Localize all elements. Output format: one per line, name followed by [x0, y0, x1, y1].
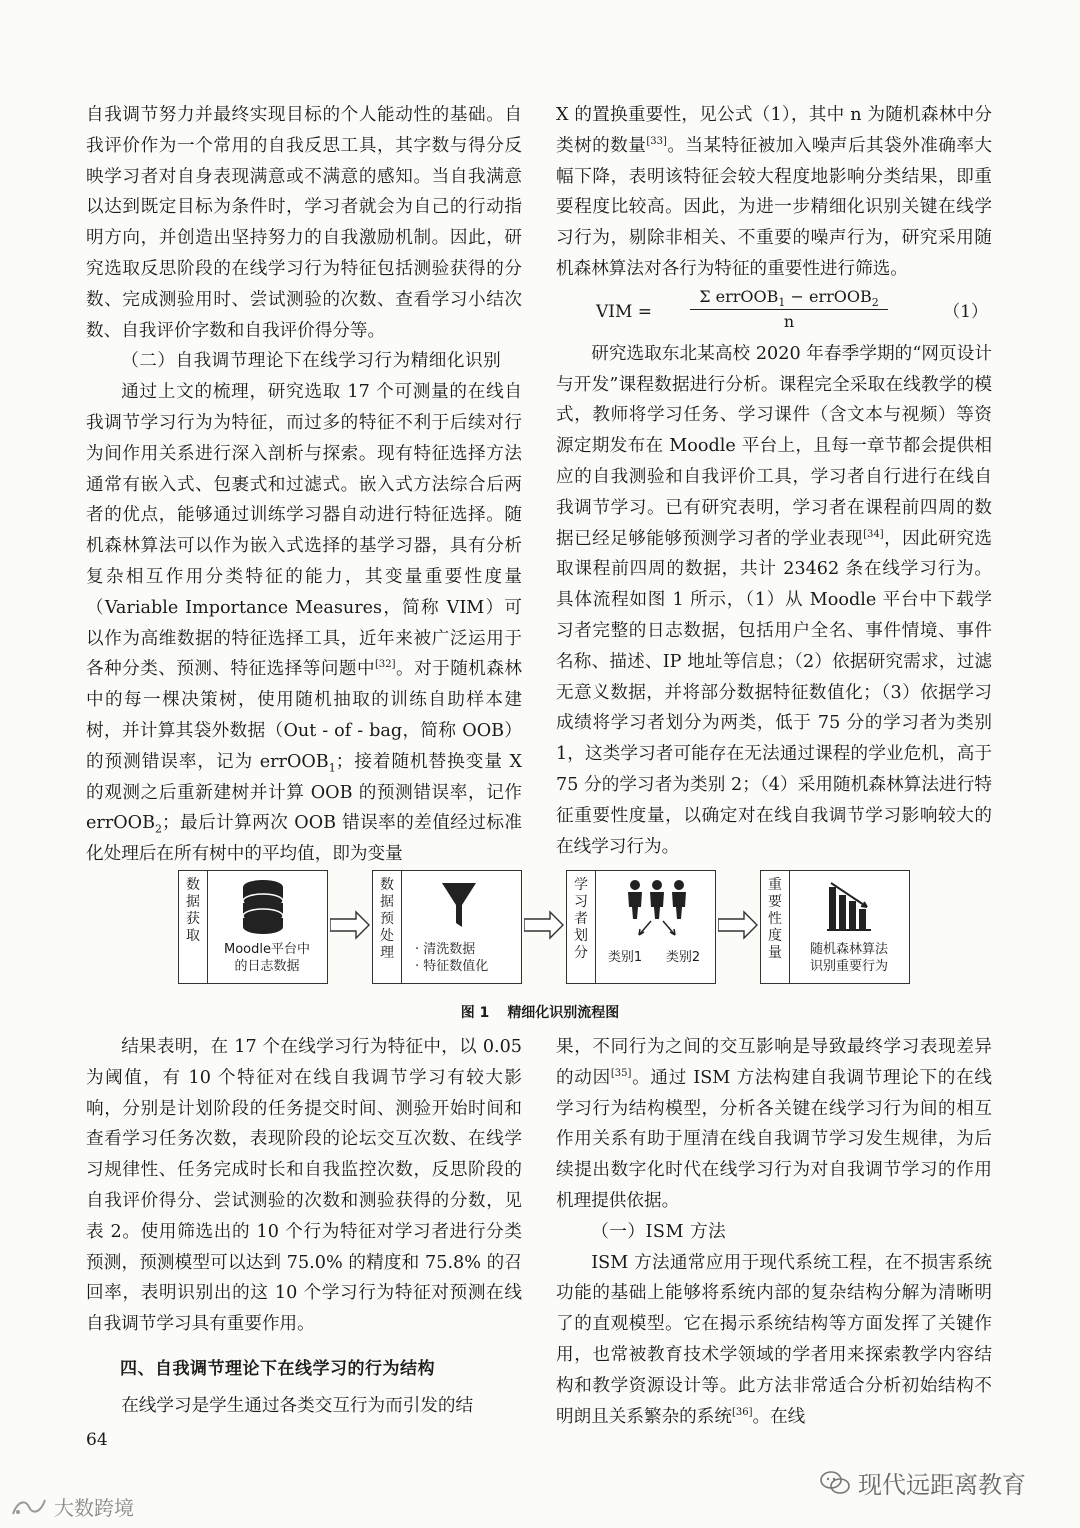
citation: [36]: [731, 1406, 753, 1418]
step-label: 学习者划分: [574, 877, 588, 961]
text-run: X 的置换重要性，见公式（1），其中 n 为随机森林中分类树的数量: [556, 105, 992, 156]
text-run: 通过上文的梳理，研究选取 17 个可测量的在线自我调节学习行为为特征，而过多的特征不利于后续对行为间作用关系进行深入剖析与探索。现有特征选择方法通常有嵌入式、包裹式和过滤式。嵌入式方法综合后两者的优点，能够通过训练学习器自动进行特征选择。随机森林算法可以作为嵌入式选择的基学习器，具有分析复杂相互作用分类特征的能力，其变量重要性度量（Variable Importance Measures，简称 VIM）可以作为高维数据的特征选择工具，近年来被广泛运用于各种分类、预测、特征选择等问题中: [86, 382, 522, 680]
text-run: ，因此研究选取课程前四周的数据，共计 23462 条在线学习行为。具体流程如图 1 所示，（1）从 Moodle 平台中下载学习者完整的日志数据，包括用户全名、事件情境、事件名称、描述、IP 地址等信息；（2）依据研究需求，过滤无意义数据，并将部分数据特征数值化；（3）依据学习成绩将学习者划分为两类，低于 75 分的学习者为类别 1，这类学习者可能存在无法通过课程的学业危机，高于 75 分的学习者为类别 2；（4）采用随机森林算法进行特征重要性度量，以确定对在线自我调节学习影响较大的在线学习行为。: [556, 528, 992, 857]
flow-step-learner-classification: [566, 870, 716, 984]
formula-denominator: n: [783, 311, 795, 331]
bar-chart-icon: [825, 879, 875, 933]
wechat-watermark: [820, 1465, 1026, 1500]
formula-fraction: [684, 285, 894, 334]
equation-number: （1）: [943, 301, 988, 322]
citation: [35]: [610, 1067, 632, 1079]
section-heading: （二）自我调节理论下在线学习行为精细化识别: [121, 351, 502, 372]
text-run: 。在线: [752, 1406, 806, 1427]
arrow-right-icon: [330, 910, 370, 940]
right-column-bottom: [556, 1032, 992, 1432]
caption-line: Moodle平台中: [224, 942, 310, 957]
formula-numerator: [684, 285, 894, 309]
flow-step-importance-measure: [760, 870, 910, 984]
citation: [34]: [863, 528, 884, 540]
caption-line: 的日志数据: [234, 959, 300, 974]
text-run: ISM 方法通常应用于现代系统工程，在不损害系统功能的基础上能够将系统内部的复杂结构分解为清晰明了的直观模型。它在揭示系统结构等方面发挥了关键作用，也常被教育技术学领域的学者用来探索教学内容结构和教学资源设计等。此方法非常适合分析初始结构不明朗且关系繁杂的系统: [556, 1252, 992, 1427]
arrow-right-icon: [524, 910, 564, 940]
class-1-label: 类别1: [607, 950, 643, 965]
step-label: 数据预处理: [380, 877, 394, 961]
database-icon: [241, 879, 285, 935]
right-column-top: [556, 100, 992, 862]
caption-line: · 清洗数据: [415, 942, 476, 957]
people-group-icon: [621, 879, 693, 939]
citation: [32]: [375, 659, 396, 671]
text-run: 。对于随机森林中的每一棵决策树，使用随机抽取的训练自助样本建树，并计算其袋外数据（Out - of - bag，简称 OOB）的预测错误率，记为 errOOB: [86, 659, 522, 772]
paragraph: 在线学习是学生通过各类交互行为而引发的结: [121, 1395, 474, 1416]
subscript: 1: [778, 295, 786, 309]
figure-number: 图 1: [460, 1005, 490, 1021]
text-run: 果，不同行为之间的交互影响是导致最终学习表现差异的动因: [556, 1037, 992, 1088]
paragraph: 自我调节努力并最终实现目标的个人能动性的基础。自我评价作为一个常用的自我反思工具，其字数与得分反映学习者对自身表现满意或不满意的感知。当自我满意以达到既定目标为条件时，学习者就会为自己的行动指明方向，并创造出坚持努力的自我激励机制。因此，研究选取反思阶段的在线学习行为特征包括测验获得的分数、完成测验用时、尝试测验的次数、查看学习小结次数、自我评价字数和自我评价得分等。: [86, 105, 522, 341]
caption-line: 随机森林算法: [809, 942, 888, 957]
figure-caption: [0, 1002, 1080, 1022]
arrow-right-icon: [718, 910, 758, 940]
step-caption: [791, 941, 907, 975]
wechat-account-name: 现代远距离教育: [858, 1471, 1026, 1499]
figure-title: 精细化识别流程图: [507, 1005, 620, 1021]
brand-logo-icon: [10, 1496, 48, 1518]
step-label: 数据获取: [186, 877, 200, 944]
divider: [207, 871, 208, 983]
text-run: 研究选取东北某高校 2020 年春季学期的“网页设计与开发”课程数据进行分析。课程完全采取在线教学的模式，教师将学习任务、学习课件（含文本与视频）等资源定期发布在 Moodle 平台上，且每一章节都会提供相应的自我测验和自我评价工具，学习者自行进行在线自我调节学习。已有研究表明，学习者在课程前四周的数据已经足够能够预测学习者的学业表现: [556, 343, 992, 549]
brand-watermark: [10, 1492, 134, 1521]
class-2-label: 类别2: [665, 950, 701, 965]
text-run: ；最后计算两次 OOB 错误率的差值经过标准化处理后在所有树中的平均值，即为变量: [86, 813, 522, 865]
text-run: ；接着随机替换变量 X 的观测之后重新建树并计算 OOB 的预测错误率，记作 errOOB: [86, 751, 523, 834]
paragraph: [556, 1248, 992, 1433]
wechat-icon: [820, 1470, 850, 1496]
paragraph: 结果表明，在 17 个在线学习行为特征中，以 0.05 为阈值，有 10 个特征对在线自我调节学习有较大影响，分别是计划阶段的任务提交时间、测验开始时间和查看学习任务次数，表现阶段的论坛交互次数、在线学习规律性、任务完成时长和自我监控次数，反思阶段的自我评价得分、尝试测验的次数和测验获得的分数，见表 2。使用筛选出的 10 个行为特征对学习者进行分类预测，预测模型可以达到 75.0% 的精度和 75.8% 的召回率，表明识别出的这 10 个学习行为特征对预测在线自我调节学习具有重要作用。: [86, 1037, 522, 1335]
subscript: 2: [155, 822, 163, 836]
divider: [789, 871, 790, 983]
paragraph: [86, 377, 522, 870]
left-column-bottom: [86, 1032, 522, 1422]
step-caption: [415, 941, 519, 975]
funnel-icon: [441, 881, 477, 931]
page-number: 64: [86, 1430, 108, 1450]
figure-1-flowchart: [178, 870, 918, 988]
paragraph: [556, 339, 992, 863]
brand-name: 大数跨境: [54, 1496, 134, 1520]
paragraph: [556, 100, 992, 285]
text-run: 。当某特征被加入噪声后其袋外准确率大幅下降，表明该特征会较大程度地影响分类结果，即重要程度比较高。因此，为进一步精细化识别关键在线学习行为，剔除非相关、不重要的噪声行为，研究采用随机森林算法对各行为特征的重要性进行筛选。: [556, 135, 992, 279]
subscript: 2: [871, 295, 879, 309]
text-run: 。通过 ISM 方法构建自我调节理论下的在线学习行为结构模型，分析各关键在线学习行为间的相互作用关系有助于厘清在线自我调节学习发生规律，为后续提出数字化时代在线学习行为对自我调节学习的作用机理提供依据。: [556, 1067, 992, 1211]
citation: [33]: [646, 135, 667, 147]
caption-line: · 特征数值化: [415, 959, 489, 974]
subscript: 1: [328, 761, 336, 775]
formula-vim: [556, 286, 992, 333]
formula-lhs: VIM =: [596, 301, 653, 322]
step-label: 重要性度量: [768, 877, 782, 961]
flow-step-data-acquisition: [178, 870, 328, 984]
paragraph: [556, 1032, 992, 1217]
caption-line: 识别重要行为: [809, 959, 888, 974]
divider: [401, 871, 402, 983]
flow-step-preprocessing: [372, 870, 522, 984]
left-column-top: [86, 100, 522, 870]
step-caption: [209, 941, 325, 975]
section-heading: （一）ISM 方法: [591, 1221, 727, 1242]
section-heading: 四、自我调节理论下在线学习的行为结构: [120, 1358, 435, 1379]
text-run: Σ errOOB: [699, 286, 779, 306]
divider: [595, 871, 596, 983]
text-run: − errOOB: [785, 286, 872, 306]
